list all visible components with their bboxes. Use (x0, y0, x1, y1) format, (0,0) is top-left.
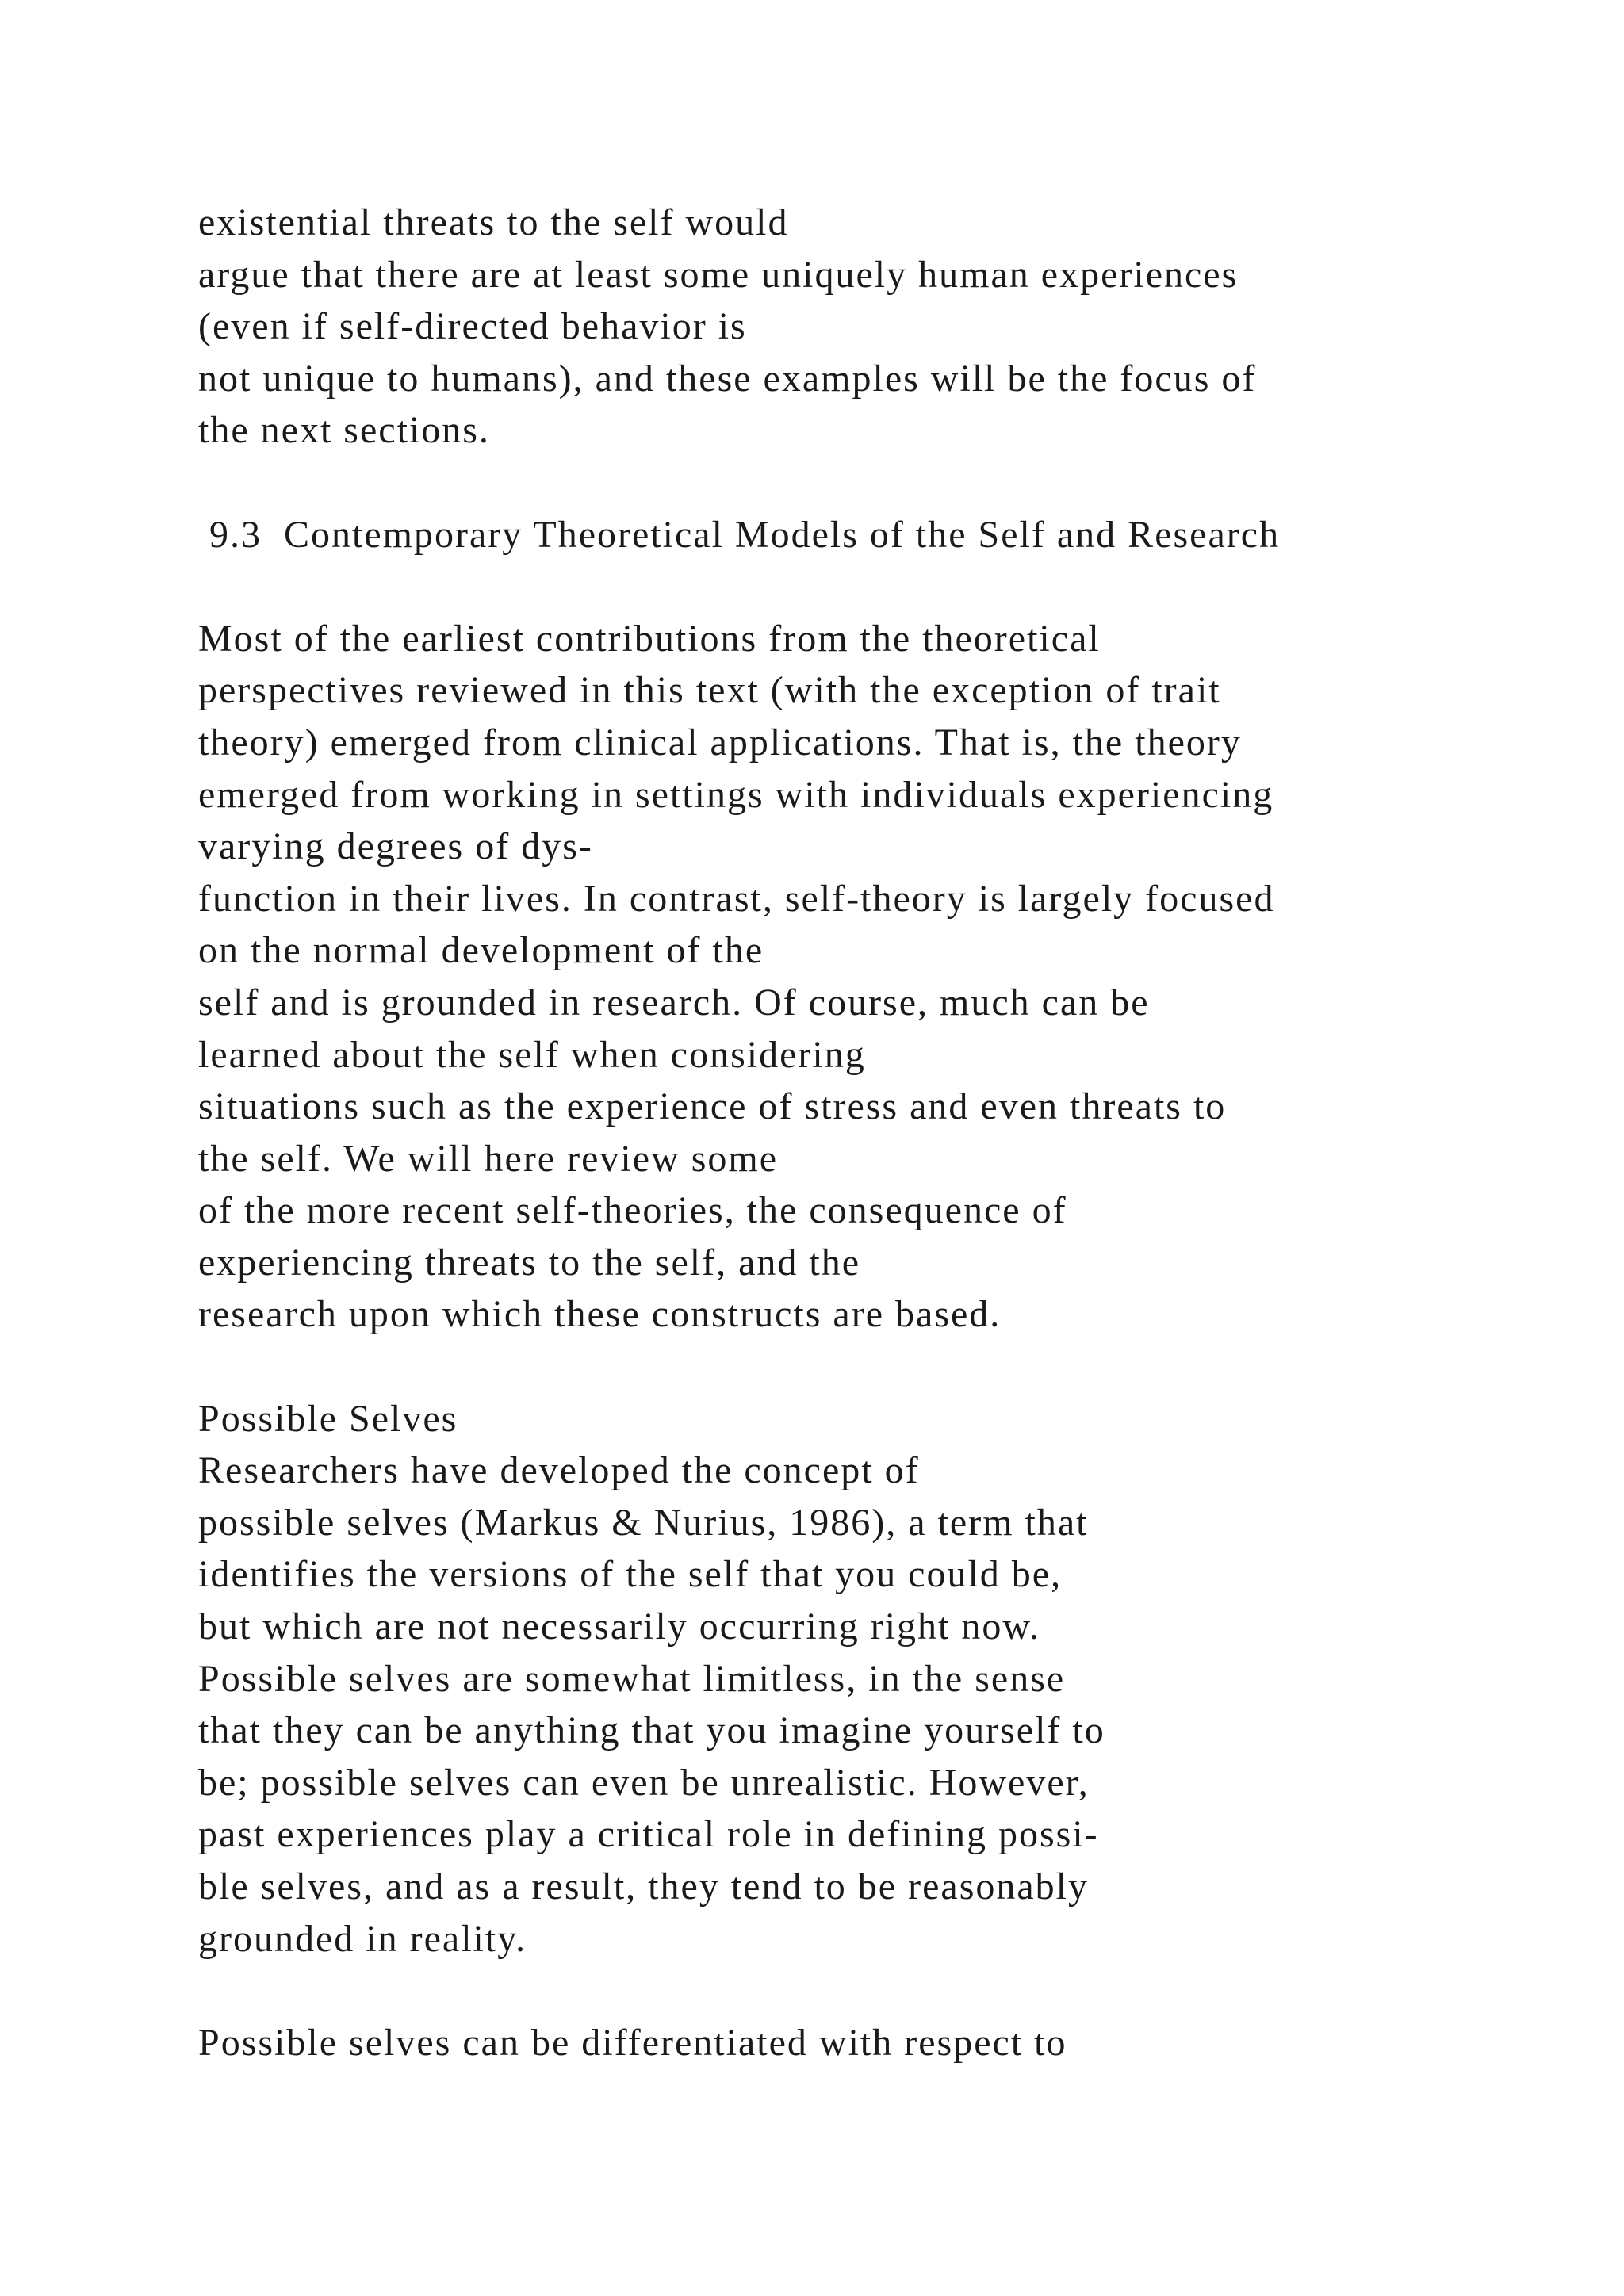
text-line: grounded in reality. (198, 1917, 527, 1960)
text-line: ble selves, and as a result, they tend to be reasonably (198, 1866, 1090, 1908)
blank-line (198, 1341, 1562, 1393)
text-line: perspectives reviewed in this text (with the exception of trait (198, 669, 1221, 712)
text-line: identifies the versions of the self that you could be, (198, 1553, 1063, 1596)
text-line: Researchers have developed the concept of (198, 1449, 920, 1492)
text-line: emerged from working in settings with individuals experiencing (198, 773, 1274, 816)
text-line: that they can be anything that you imagine yourself to (198, 1709, 1105, 1752)
subsection-heading: Possible Selves (198, 1397, 458, 1440)
section-heading: 9.3 Contemporary Theoretical Models of the Self and Research (198, 513, 1281, 556)
blank-line (198, 457, 1562, 509)
text-line: argue that there are at least some uniquely human experiences (198, 253, 1239, 296)
text-line: Most of the earliest contributions from the theoretical (198, 617, 1101, 660)
blank-line (198, 1965, 1562, 2017)
text-line: self and is grounded in research. Of course, much can be (198, 981, 1150, 1024)
text-line: on the normal development of the (198, 929, 764, 972)
text-line: the next sections. (198, 409, 490, 452)
text-line: past experiences play a critical role in defining possi- (198, 1813, 1099, 1856)
text-line: Possible selves can be differentiated with respect to (198, 2021, 1067, 2064)
text-line: varying degrees of dys- (198, 825, 593, 868)
text-line: not unique to humans), and these examples will be the focus of (198, 357, 1257, 400)
text-line: but which are not necessarily occurring right now. (198, 1605, 1040, 1648)
text-line: (even if self-directed behavior is (198, 305, 747, 348)
text-line: the self. We will here review some (198, 1137, 779, 1180)
text-line: situations such as the experience of stress and even threats to (198, 1085, 1227, 1128)
text-line: of the more recent self-theories, the consequence of (198, 1189, 1067, 1232)
text-line: Possible selves are somewhat limitless, in the sense (198, 1657, 1066, 1700)
text-line: possible selves (Markus & Nurius, 1986), a term that (198, 1501, 1089, 1544)
text-line: theory) emerged from clinical applications. That is, the theory (198, 721, 1242, 763)
text-line: function in their lives. In contrast, self-theory is largely focused (198, 877, 1275, 920)
text-line: be; possible selves can even be unrealistic. However, (198, 1761, 1090, 1804)
body-text (198, 197, 1562, 2068)
blank-line (198, 561, 1562, 613)
text-line: learned about the self when considering (198, 1033, 866, 1076)
text-line: existential threats to the self would (198, 201, 789, 243)
text-line: experiencing threats to the self, and the (198, 1241, 861, 1284)
text-line: research upon which these constructs are based. (198, 1293, 1002, 1336)
